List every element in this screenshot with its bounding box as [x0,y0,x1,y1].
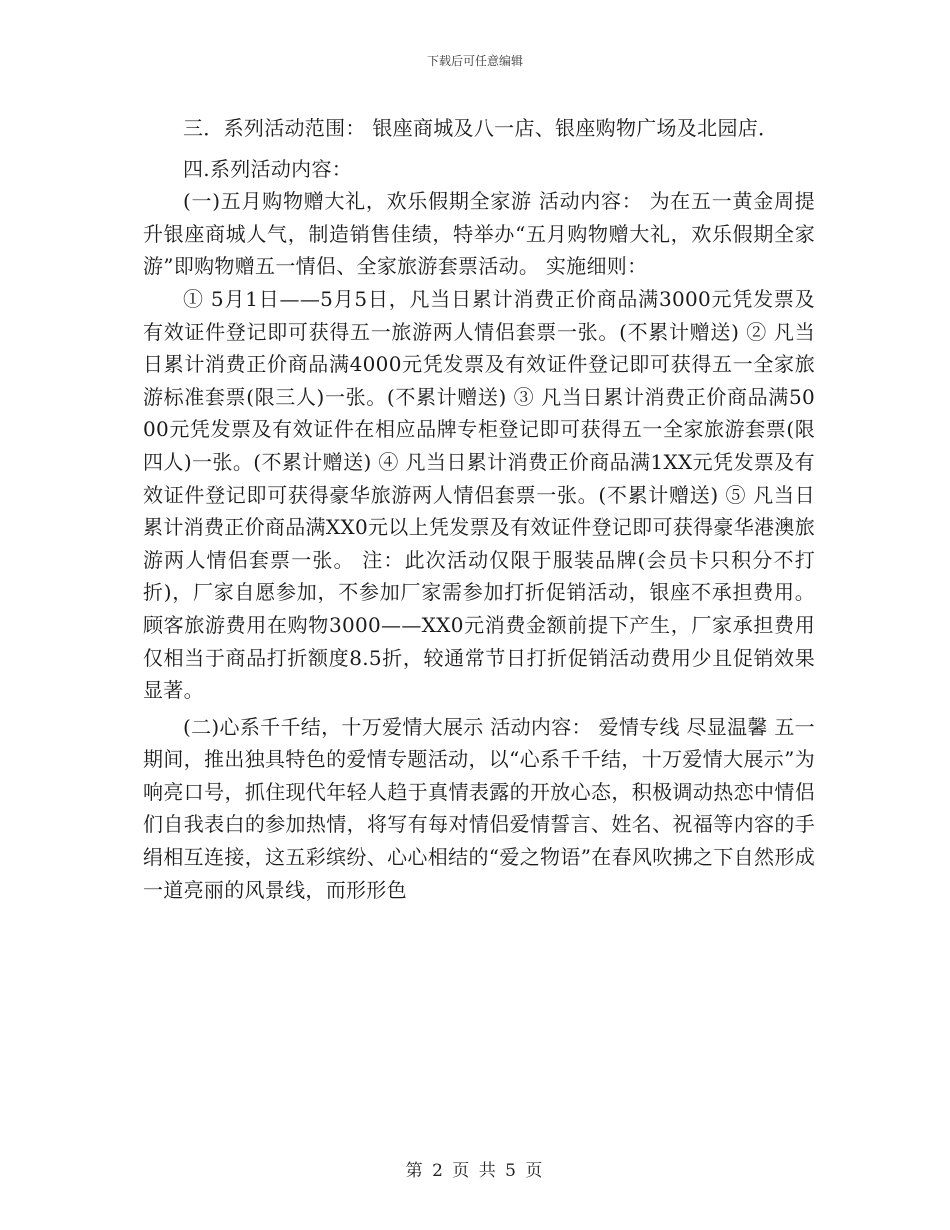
paragraph-activity-scope: 三．系列活动范围： 银座商城及八一店、银座购物广场及北园店． [183,116,779,140]
page-header-note: 下载后可任意编辑 [426,54,523,68]
document-body [143,112,815,906]
paragraph-love-showcase: (二)心系千千结，十万爱情大展示 活动内容： 爱情专线 尽显温馨 五一期间，推出独具特色的爱情专题活动，以“心系千千结，十万爱情大展示”为响亮口号，抓住现代年轻人趋于真情表露的开放心态，积极调动热恋中情侣们自我表白的参加热情，将写有每对情侣爱情誓言、姓名、祝福等内容的手绢相互连接，这五彩缤纷、心心相结的“爱之物语”在春风吹拂之下自然形成一道亮丽的风景线，而形形色 [143,714,815,902]
paragraph-activity-content-heading: 四.系列活动内容： [183,156,353,181]
page-number-footer: 第 2 页 共 5 页 [405,1161,545,1181]
paragraph-implementation-details: ① 5月1日——5月5日，凡当日累计消费正价商品满3000元凭发票及有效证件登记即可获得五一旅游两人情侣套票一张。(不累计赠送) ② 凡当日累计消费正价商品满4000元凭发票及有效证件登记即可获得五一全家旅游标准套票(限三人)一张。(不累计赠送) ③ 凡当日累计消费正价商品满5000元凭发票及有效证件在相应品牌专柜登记即可获得五一全家旅游套票(限四人)一张。(不累计赠送) ④ 凡当日累计消费正价商品满1XX元凭发票及有效证件登记即可获得豪华旅游两人情侣套票一张。(不累计赠送) ⑤ 凡当日累计消费正价商品满XX0元以上凭发票及有效证件登记即可获得豪华港澳旅游两人情侣套票一张。 注：此次活动仅限于服装品牌(会员卡只积分不打折)，厂家自愿参加，不参加厂家需参加打折促销活动，银座不承担费用。顾客旅游费用在购物3000——XX0元消费金额前提下产生，厂家承担费用仅相当于商品打折额度8.5折，较通常节日打折促销活动费用少且促销效果显著。 [143,286,815,703]
paragraph-may-shopping-gift: (一)五月购物赠大礼，欢乐假期全家游 活动内容： 为在五一黄金周提升银座商城人气，制造销售佳绩，特举办“五月购物赠大礼，欢乐假期全家游”即购物赠五一情侣、全家旅游套票活动。 实施细则： [143,189,815,279]
